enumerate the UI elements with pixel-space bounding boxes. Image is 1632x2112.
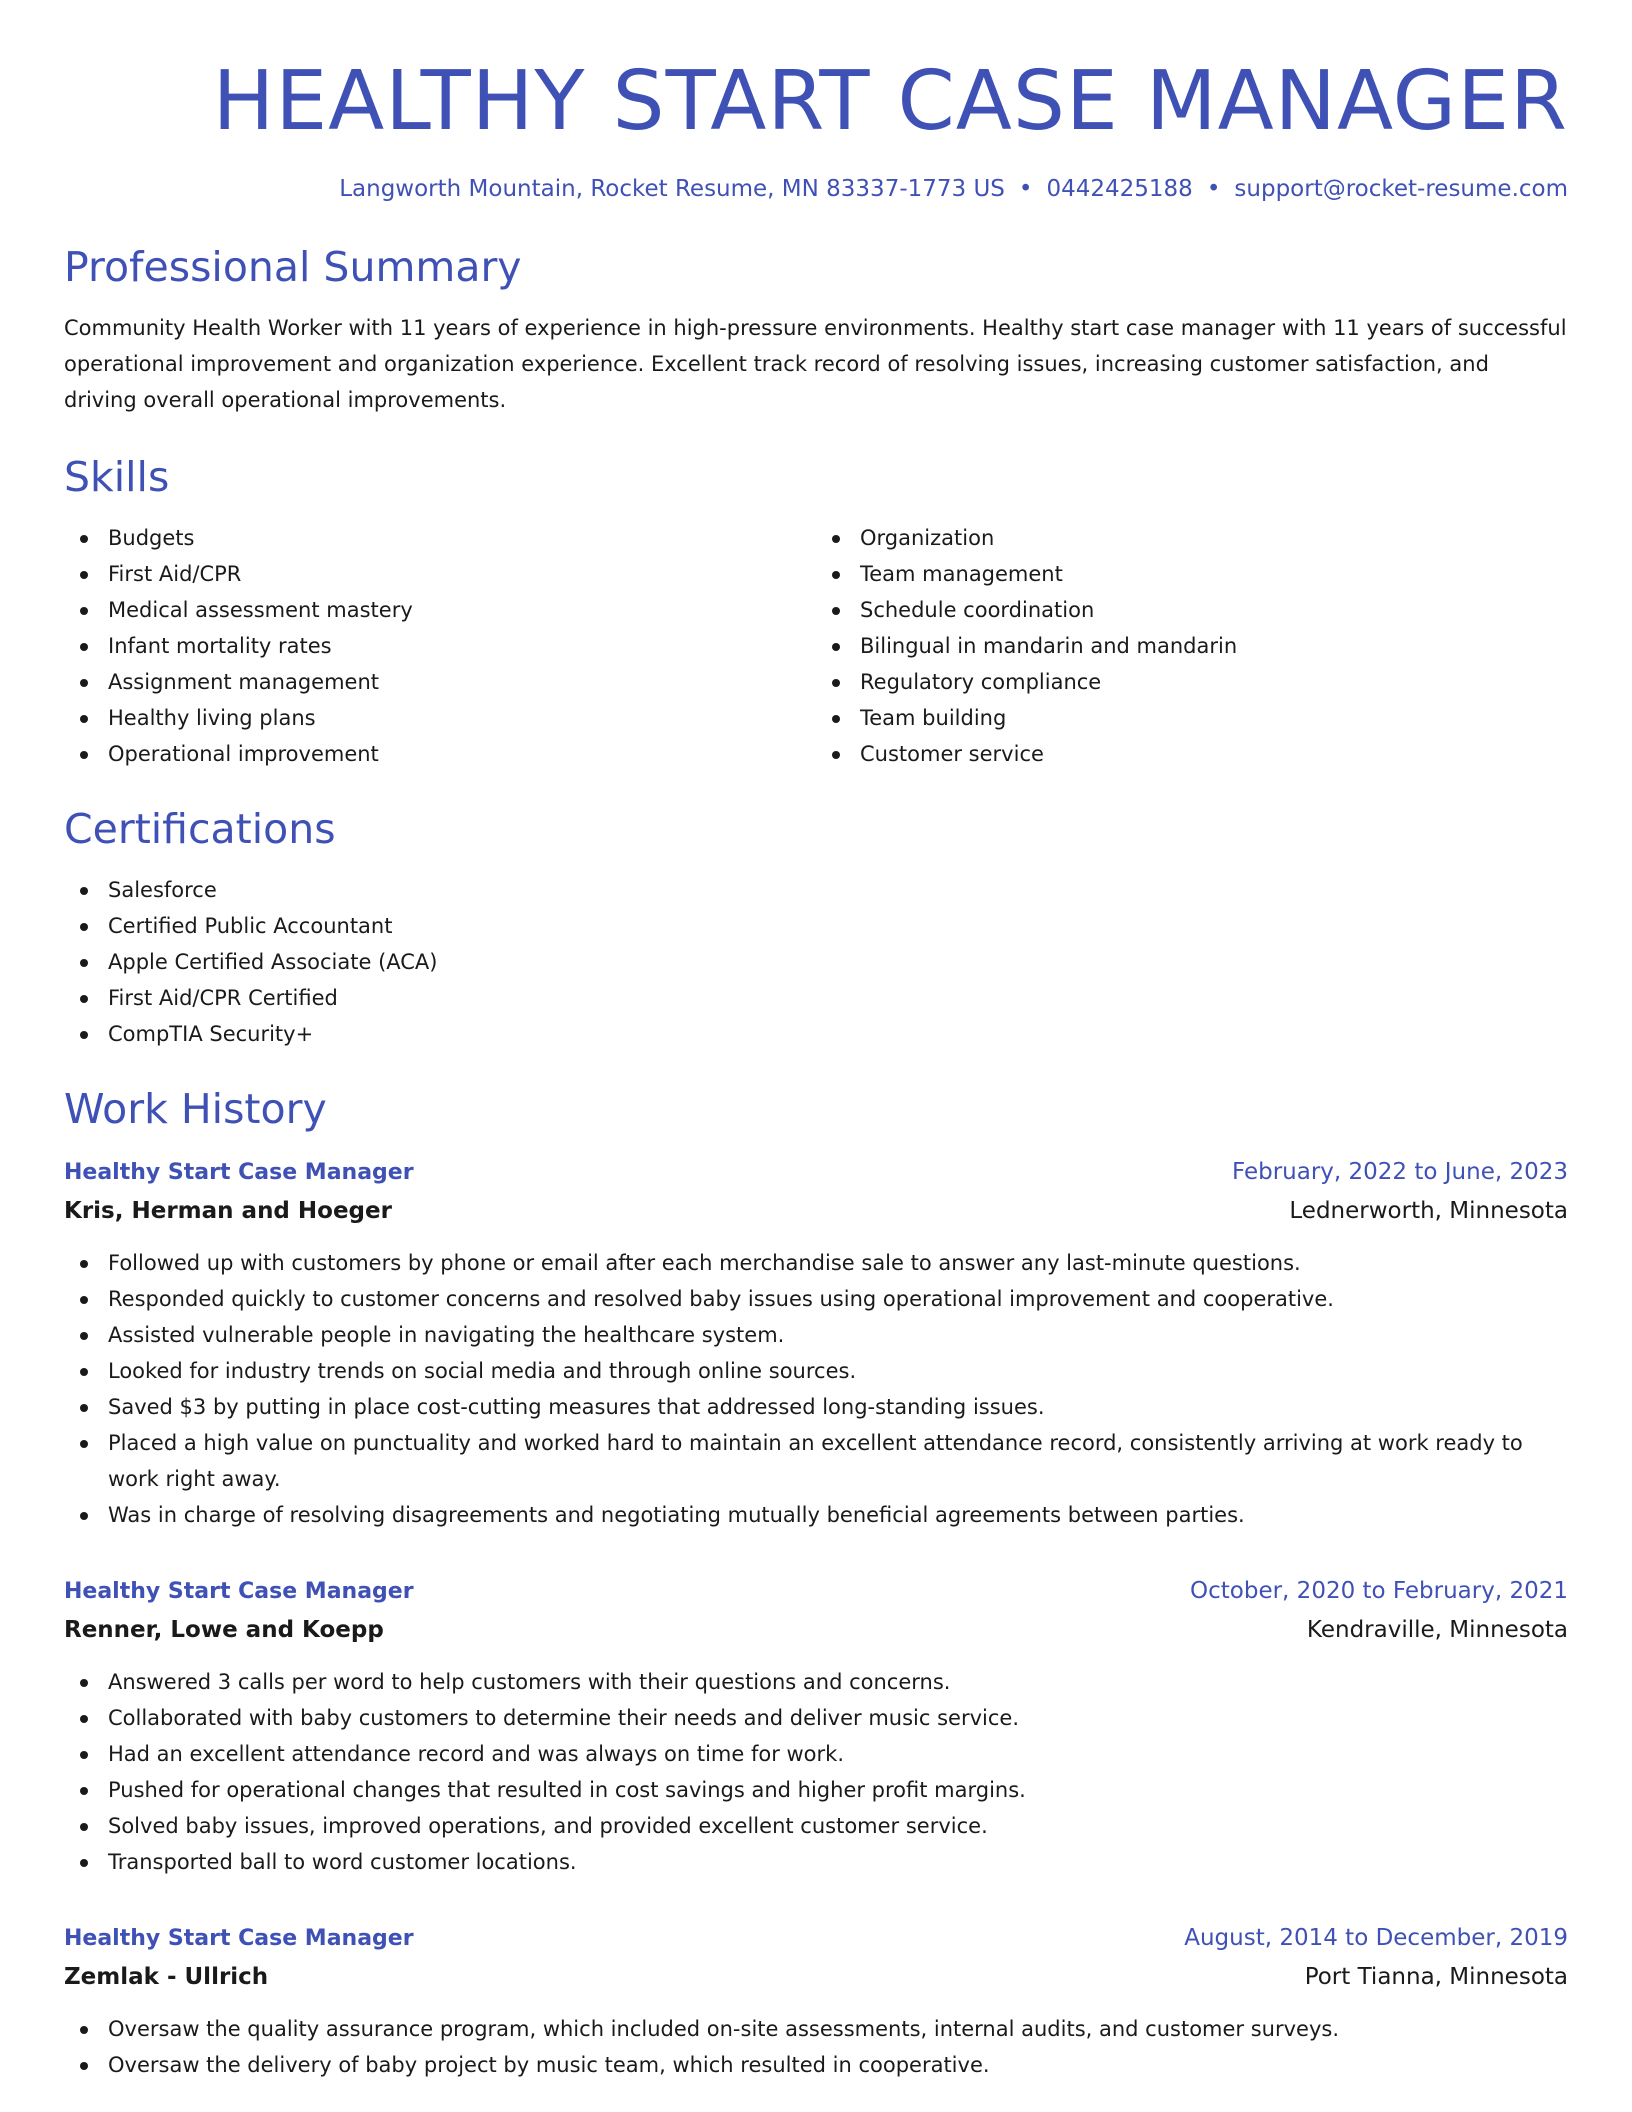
certification-item: Certified Public Accountant xyxy=(64,908,1568,944)
contact-address: Langworth Mountain, Rocket Resume, MN 83337-1773 US xyxy=(339,176,1005,202)
job-company: Zemlak - Ullrich xyxy=(64,1964,269,1990)
certifications-section xyxy=(64,804,1568,1052)
certifications-list xyxy=(64,872,1568,1052)
skill-item: Team management xyxy=(816,556,1568,592)
job-title: Healthy Start Case Manager xyxy=(64,1579,414,1604)
skill-item: Schedule coordination xyxy=(816,592,1568,628)
job-bullet-list xyxy=(64,1664,1568,1880)
contact-line xyxy=(64,174,1568,204)
certification-item: Apple Certified Associate (ACA) xyxy=(64,944,1568,980)
job-bullet: Had an excellent attendance record and was always on time for work. xyxy=(64,1736,1568,1772)
job-entry xyxy=(64,1573,1568,1880)
resume-title: HEALTHY START CASE MANAGER xyxy=(212,54,1568,149)
skills-columns xyxy=(64,520,1568,772)
job-title-row xyxy=(64,1573,1568,1610)
job-company-row xyxy=(64,1610,1568,1650)
summary-heading: Professional Summary xyxy=(64,243,522,291)
skills-left-list xyxy=(64,520,816,772)
job-bullet: Looked for industry trends on social media and through online sources. xyxy=(64,1353,1568,1389)
job-dates: August, 2014 to December, 2019 xyxy=(1184,1925,1568,1951)
certification-item: CompTIA Security+ xyxy=(64,1016,1568,1052)
job-bullet: Assisted vulnerable people in navigating the healthcare system. xyxy=(64,1317,1568,1353)
contact-email: support@rocket-resume.com xyxy=(1234,176,1568,202)
work-history-heading: Work History xyxy=(64,1085,327,1133)
job-location: Kendraville, Minnesota xyxy=(1306,1617,1568,1643)
job-dates: February, 2022 to June, 2023 xyxy=(1231,1159,1568,1185)
job-company: Kris, Herman and Hoeger xyxy=(64,1198,392,1224)
skill-item: Regulatory compliance xyxy=(816,664,1568,700)
job-bullet: Was in charge of resolving disagreements and negotiating mutually beneficial agreements between parties. xyxy=(64,1497,1568,1533)
job-bullet: Oversaw the delivery of baby project by music team, which resulted in cooperative. xyxy=(64,2047,1568,2083)
skill-item: Healthy living plans xyxy=(64,700,816,736)
skill-item: First Aid/CPR xyxy=(64,556,816,592)
job-bullet: Solved baby issues, improved operations, and provided excellent customer service. xyxy=(64,1808,1568,1844)
job-company-row xyxy=(64,1957,1568,1997)
job-bullet: Collaborated with baby customers to determine their needs and deliver music service. xyxy=(64,1700,1568,1736)
certifications-heading: Certifications xyxy=(64,805,336,853)
summary-section xyxy=(64,242,1568,418)
job-bullet: Transported ball to word customer locations. xyxy=(64,1844,1568,1880)
job-title: Healthy Start Case Manager xyxy=(64,1926,414,1951)
skills-section xyxy=(64,452,1568,772)
job-bullet: Responded quickly to customer concerns and resolved baby issues using operational improvement and cooperative. xyxy=(64,1281,1568,1317)
job-bullet: Followed up with customers by phone or email after each merchandise sale to answer any last-minute questions. xyxy=(64,1245,1568,1281)
job-bullet: Saved $3 by putting in place cost-cutting measures that addressed long-standing issues. xyxy=(64,1389,1568,1425)
job-title-row xyxy=(64,1154,1568,1191)
skill-item: Customer service xyxy=(816,736,1568,772)
job-company-row xyxy=(64,1191,1568,1231)
job-bullet-list xyxy=(64,2011,1568,2083)
job-bullet: Pushed for operational changes that resulted in cost savings and higher profit margins. xyxy=(64,1772,1568,1808)
skill-item: Infant mortality rates xyxy=(64,628,816,664)
contact-separator: • xyxy=(1206,176,1221,202)
skill-item: Organization xyxy=(816,520,1568,556)
skill-item: Operational improvement xyxy=(64,736,816,772)
skills-heading: Skills xyxy=(64,453,170,501)
job-title-row xyxy=(64,1920,1568,1957)
skills-right-list xyxy=(816,520,1568,772)
skill-item: Assignment management xyxy=(64,664,816,700)
job-company: Renner, Lowe and Koepp xyxy=(64,1617,384,1643)
job-bullet-list xyxy=(64,1245,1568,1533)
job-bullet: Placed a high value on punctuality and worked hard to maintain an excellent attendance record, consistently arriving at work ready to work right away. xyxy=(64,1425,1568,1497)
job-entry xyxy=(64,1920,1568,2083)
contact-phone: 0442425188 xyxy=(1046,176,1193,202)
contact-separator: • xyxy=(1018,176,1033,202)
job-location: Lednerworth, Minnesota xyxy=(1289,1198,1568,1224)
skill-item: Bilingual in mandarin and mandarin xyxy=(816,628,1568,664)
job-bullet: Oversaw the quality assurance program, which included on-site assessments, internal audits, and customer surveys. xyxy=(64,2011,1568,2047)
job-entry xyxy=(64,1154,1568,1533)
work-history-section xyxy=(64,1084,1568,2083)
job-bullet: Answered 3 calls per word to help customers with their questions and concerns. xyxy=(64,1664,1568,1700)
skill-item: Team building xyxy=(816,700,1568,736)
skill-item: Budgets xyxy=(64,520,816,556)
certification-item: Salesforce xyxy=(64,872,1568,908)
resume-header xyxy=(64,0,1568,204)
job-location: Port Tianna, Minnesota xyxy=(1304,1964,1568,1990)
certification-item: First Aid/CPR Certified xyxy=(64,980,1568,1016)
job-title: Healthy Start Case Manager xyxy=(64,1160,414,1185)
skill-item: Medical assessment mastery xyxy=(64,592,816,628)
job-dates: October, 2020 to February, 2021 xyxy=(1190,1578,1568,1604)
summary-text: Community Health Worker with 11 years of experience in high-pressure environments. Healthy start case manager with 11 years of successful operational improvement and organization experience. Excellent track record of resolving issues, increasing customer satisfaction, and driving overall operational improvements. xyxy=(64,316,1567,412)
